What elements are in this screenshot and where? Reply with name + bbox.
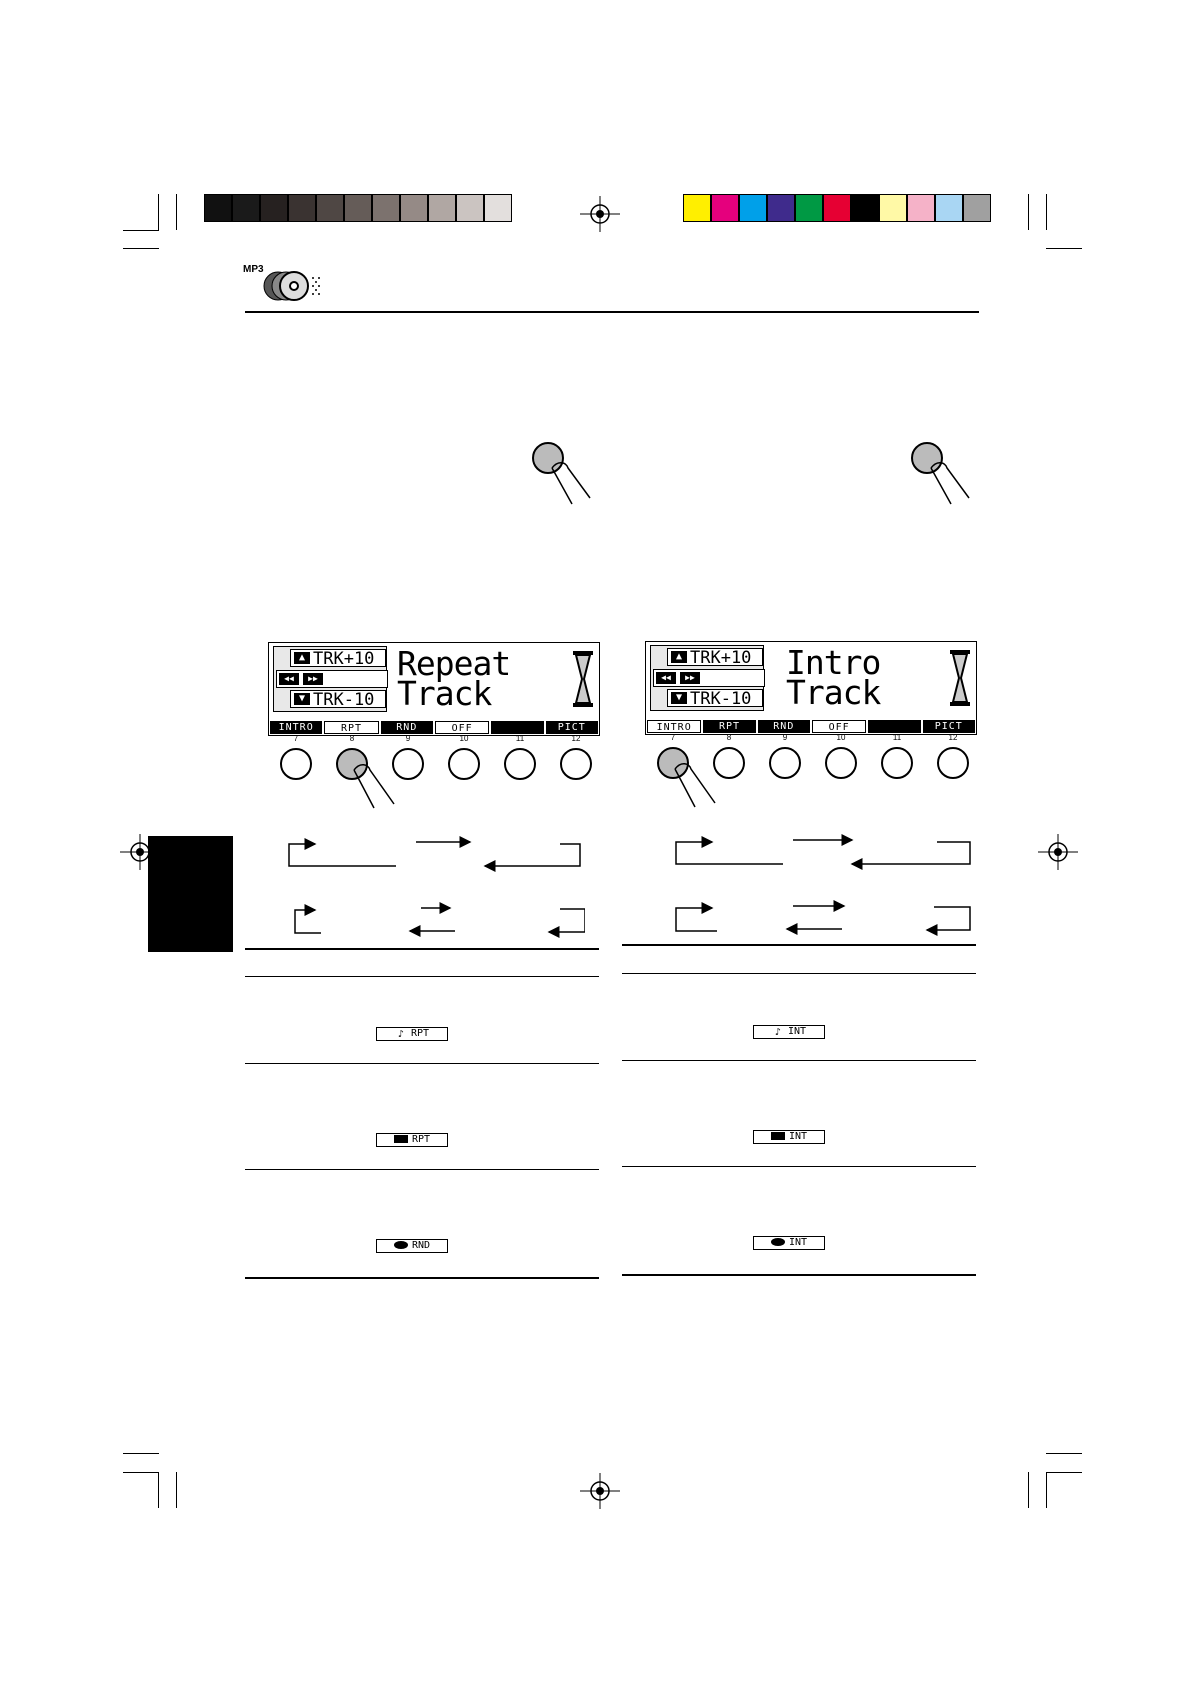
crop-mark <box>1046 248 1082 249</box>
button-number: 12 <box>571 734 581 743</box>
tab-rpt: RPT <box>703 720 755 733</box>
note-icon: ♪ <box>774 1027 781 1038</box>
crop-mark <box>123 1472 159 1473</box>
finger-press-icon <box>528 438 598 508</box>
track-down-label: ▼ TRK-10 <box>290 690 386 708</box>
lcd-display-left <box>268 642 600 736</box>
registration-mark-icon <box>580 1473 620 1509</box>
crop-mark <box>158 194 159 230</box>
disc-random-indicator: RND <box>376 1239 448 1253</box>
color-swatch <box>963 194 991 222</box>
button-number: 11 <box>515 734 525 743</box>
mode-line-1: Intro <box>786 643 881 682</box>
crop-mark <box>123 1453 159 1454</box>
crop-mark <box>1046 1453 1082 1454</box>
disc-icon <box>263 266 333 306</box>
tab-rnd: RND <box>758 720 810 733</box>
button-number: 8 <box>349 734 355 743</box>
tab-blank <box>491 721 543 734</box>
crop-mark <box>158 1472 159 1508</box>
tab-rpt: RPT <box>324 721 378 734</box>
button-number: 9 <box>782 733 788 742</box>
tab-pict: PICT <box>923 720 975 733</box>
color-swatch <box>372 194 400 222</box>
preset-button-11[interactable] <box>881 747 913 779</box>
preset-button-12[interactable] <box>560 748 592 780</box>
table-rule <box>245 1063 599 1064</box>
mode-cycle-diagram <box>672 830 972 940</box>
color-swatch <box>232 194 260 222</box>
table-rule <box>245 1277 599 1279</box>
crop-mark <box>176 194 177 230</box>
color-swatch <box>683 194 711 222</box>
table-rule <box>622 973 976 974</box>
color-swatch <box>823 194 851 222</box>
tab-off: OFF <box>812 720 866 733</box>
preset-button-7[interactable] <box>280 748 312 780</box>
track-panel <box>650 645 764 711</box>
color-swatch <box>428 194 456 222</box>
tab-rnd: RND <box>381 721 433 734</box>
next-icon: ▶▶ <box>680 672 700 684</box>
color-swatch <box>288 194 316 222</box>
next-icon: ▶▶ <box>303 673 323 685</box>
crop-mark <box>1028 194 1029 230</box>
button-number: 12 <box>948 733 958 742</box>
color-swatch <box>344 194 372 222</box>
preset-button-9[interactable] <box>769 747 801 779</box>
registration-mark-icon <box>1038 834 1078 870</box>
button-number: 10 <box>836 733 846 742</box>
folder-icon <box>771 1132 785 1140</box>
track-panel <box>273 646 387 712</box>
note-icon: ♪ <box>397 1029 404 1040</box>
button-number: 8 <box>726 733 732 742</box>
preset-button-11[interactable] <box>504 748 536 780</box>
previous-icon: ◀◀ <box>656 672 676 684</box>
skip-buttons <box>653 669 765 687</box>
mode-line-1: Repeat <box>397 644 511 683</box>
color-swatch <box>851 194 879 222</box>
table-rule <box>245 1169 599 1170</box>
color-swatch <box>456 194 484 222</box>
lcd-display-right <box>645 641 977 735</box>
crop-mark <box>1028 1472 1029 1508</box>
hourglass-icon <box>573 651 593 707</box>
mode-line-2: Track <box>786 673 881 712</box>
tab-intro: INTRO <box>270 721 322 734</box>
mode-cycle-diagram <box>285 832 585 942</box>
folder-repeat-indicator: RPT <box>376 1133 448 1147</box>
color-swatch <box>739 194 767 222</box>
header-rule <box>245 311 979 313</box>
tab-pict: PICT <box>546 721 598 734</box>
track-repeat-indicator: ♪ RPT <box>376 1027 448 1041</box>
color-swatch <box>879 194 907 222</box>
track-up-label: ▲ TRK+10 <box>290 649 386 667</box>
hourglass-icon <box>950 650 970 706</box>
crop-mark <box>1046 194 1047 230</box>
function-tabs <box>269 721 599 735</box>
tab-intro: INTRO <box>647 720 701 733</box>
table-rule <box>622 1060 976 1061</box>
preset-button-10[interactable] <box>448 748 480 780</box>
skip-buttons <box>276 670 388 688</box>
disc-intro-indicator: INT <box>753 1236 825 1250</box>
color-swatch <box>711 194 739 222</box>
preset-button-10[interactable] <box>825 747 857 779</box>
mode-line-2: Track <box>397 674 492 713</box>
track-down-label: ▼ TRK-10 <box>667 689 763 707</box>
tab-blank <box>868 720 920 733</box>
crop-mark <box>176 1472 177 1508</box>
color-swatch <box>260 194 288 222</box>
color-swatch <box>935 194 963 222</box>
color-swatch <box>795 194 823 222</box>
function-tabs <box>646 720 976 734</box>
table-rule <box>245 976 599 977</box>
previous-icon: ◀◀ <box>279 673 299 685</box>
track-up-label: ▲ TRK+10 <box>667 648 763 666</box>
mp3-badge: MP3 <box>243 264 264 275</box>
table-rule <box>622 944 976 946</box>
color-swatch <box>316 194 344 222</box>
table-rule <box>622 1166 976 1167</box>
disc-icon <box>394 1241 408 1249</box>
folder-intro-indicator: INT <box>753 1130 825 1144</box>
track-intro-indicator: ♪ INT <box>753 1025 825 1039</box>
crop-mark <box>1046 1472 1047 1508</box>
finger-press-icon <box>907 438 977 508</box>
color-swatch <box>400 194 428 222</box>
crop-mark <box>123 248 159 249</box>
finger-icon <box>350 760 400 810</box>
disc-icon <box>771 1238 785 1246</box>
folder-icon <box>394 1135 408 1143</box>
finger-icon <box>671 759 721 809</box>
color-swatch <box>484 194 512 222</box>
section-tab <box>148 836 233 952</box>
table-rule <box>245 948 599 950</box>
crop-mark <box>123 230 159 231</box>
crop-mark <box>1046 1472 1082 1473</box>
registration-mark-icon <box>580 196 620 232</box>
preset-button-12[interactable] <box>937 747 969 779</box>
tab-off: OFF <box>435 721 489 734</box>
button-number: 11 <box>892 733 902 742</box>
button-number: 10 <box>459 734 469 743</box>
color-swatch <box>907 194 935 222</box>
button-number: 9 <box>405 734 411 743</box>
color-swatch <box>767 194 795 222</box>
button-number: 7 <box>670 733 676 742</box>
color-swatch <box>204 194 232 222</box>
button-number: 7 <box>293 734 299 743</box>
table-rule <box>622 1274 976 1276</box>
